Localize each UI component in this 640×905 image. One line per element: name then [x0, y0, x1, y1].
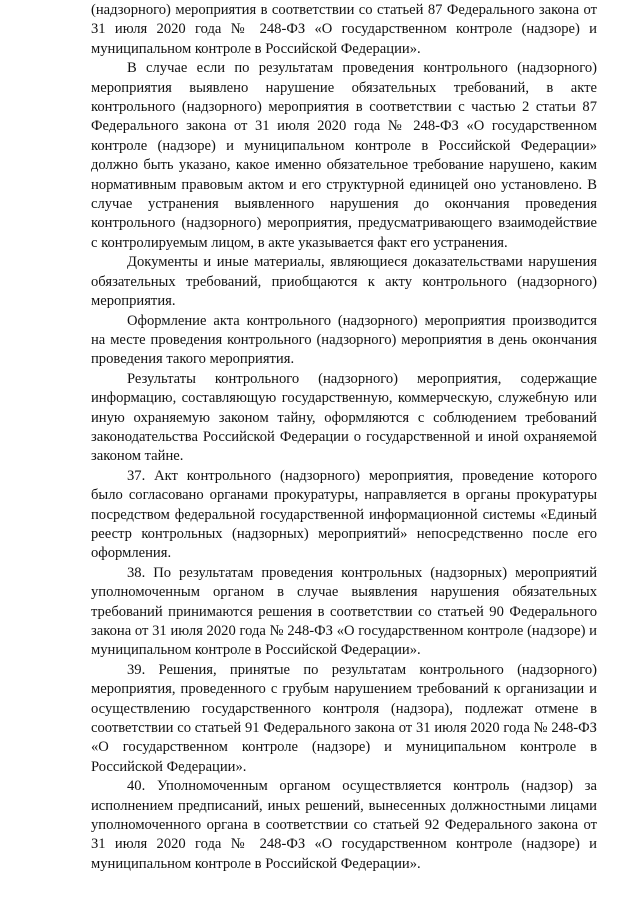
paragraph-continuation: (надзорного) мероприятия в соответствии со статьей 87 Федерального закона от 31 июля 2020 года № 248-ФЗ «О государственном контроле (надзоре) и муниципальном контроле в Российской Федерации».: [91, 2, 597, 57]
paragraph-item-38: 38. По результатам проведения контрольных (надзорных) мероприятий уполномоченным органом в случае выявления нарушения обязательных требований принимаются решения в соответствии со статьей 90 Федерального закона от 31 июля 2020 года № 248-ФЗ «О государственном контроле (надзоре) и муниципальном контроле в Российской Федерации».: [91, 564, 597, 659]
paragraph-evidence-documents: Документы и иные материалы, являющиеся доказательствами нарушения обязательных требований, приобщаются к акту контрольного (надзорного) мероприятия.: [91, 254, 597, 310]
document-body: [91, 1, 597, 874]
paragraph-act-formalization: Оформление акта контрольного (надзорного) мероприятия производится на месте проведения контрольного (надзорного) мероприятия в день окончания проведения такого мероприятия.: [91, 312, 597, 368]
paragraph-item-37: 37. Акт контрольного (надзорного) мероприятия, проведение которого было согласовано органами прокуратуры, направляется в органы прокуратуры посредством федеральной государственной информационной системы «Единый реестр контрольных (надзорных) мероприятий» непосредственно после его оформления.: [91, 467, 597, 562]
paragraph-item-40: 40. Уполномоченным органом осуществляется контроль (надзор) за исполнением предписаний, иных решений, вынесенных должностными лицами уполномоченного органа в соответствии со статьей 92 Федерального закона от 31 июля 2020 года № 248-ФЗ «О государственном контроле (надзоре) и муниципальном контроле в Российской Федерации».: [91, 778, 597, 872]
paragraph-secret-information: Результаты контрольного (надзорного) мероприятия, содержащие информацию, составляющую государственную, коммерческую, служебную или иную охраняемую законом тайну, оформляются с соблюдением требований законодательства Российской Федерации о государственной и иной охраняемой законом тайне.: [91, 370, 597, 465]
paragraph-violation-in-act: В случае если по результатам проведения контрольного (надзорного) мероприятия выявлено нарушение обязательных требований, в акте контрольного (надзорного) мероприятия в соответствии с частью 2 статьи 87 Федерального закона от 31 июля 2020 года № 248-ФЗ «О государственном контроле (надзоре) и муниципальном контроле в Российской Федерации» должно быть указано, какое именно обязательное требование нарушено, каким нормативным правовым актом и его структурной единицей оно установлено. В случае устранения выявленного нарушения до окончания проведения контрольного (надзорного) мероприятия, предусматривающего взаимодействие с контролируемым лицом, в акте указывается факт его устранения.: [91, 60, 597, 251]
paragraph-item-39: 39. Решения, принятые по результатам контрольного (надзорного) мероприятия, проведенного с грубым нарушением требований к организации и осуществлению государственного контроля (надзора), подлежат отмене в соответствии со статьей 91 Федерального закона от 31 июля 2020 года № 248-ФЗ «О государственном контроле (надзоре) и муниципальном контроле в Российской Федерации».: [91, 661, 597, 775]
